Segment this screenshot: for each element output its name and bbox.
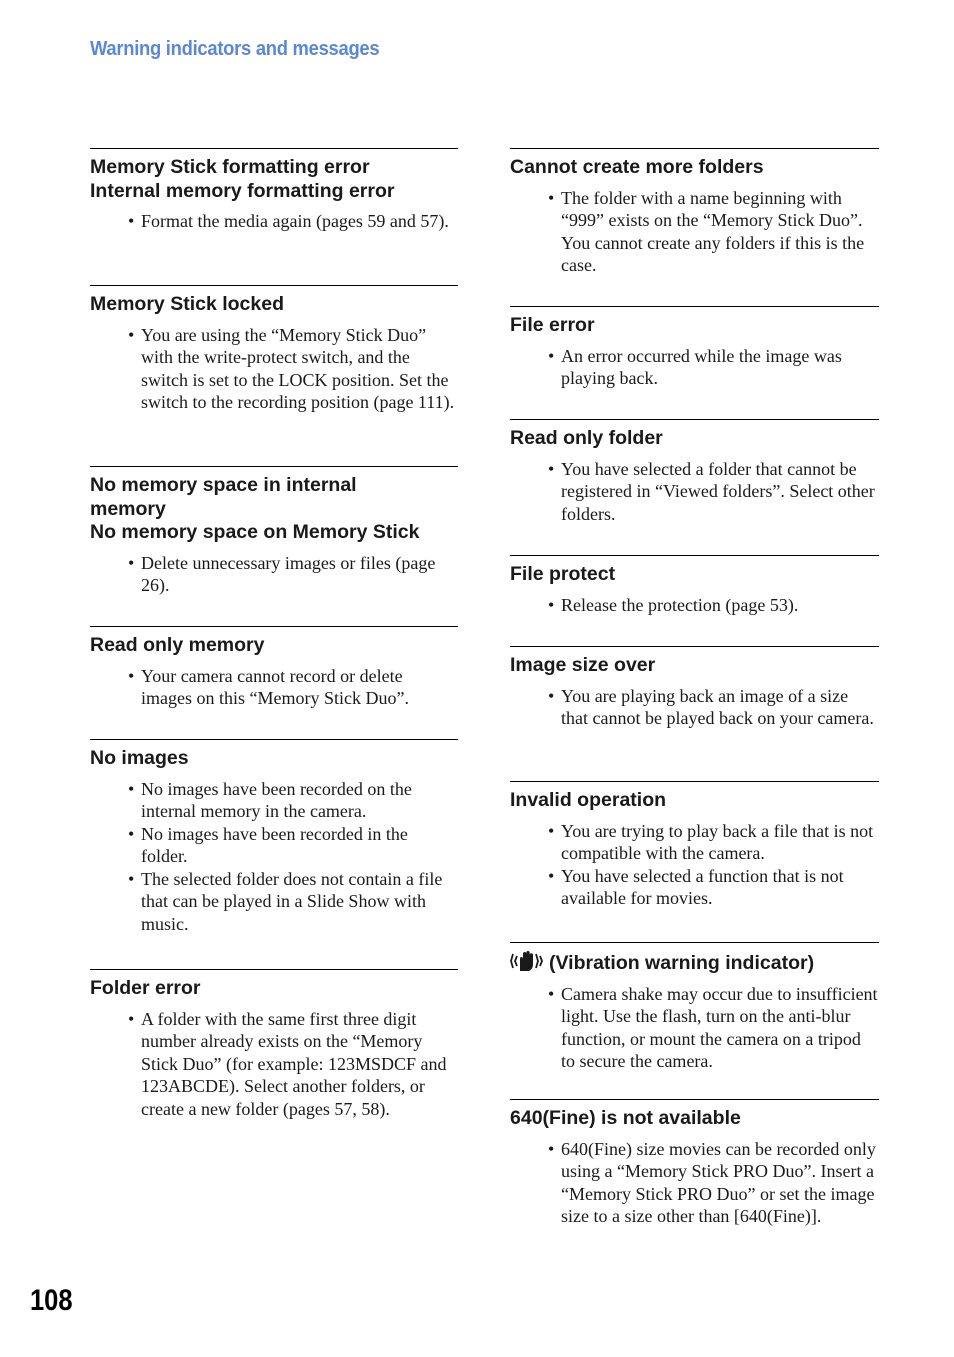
message-entry <box>510 646 879 781</box>
bullet-item: • Camera shake may occur due to insufficient light. Use the flash, turn on the anti-blur function, or mount the camera on a tripod to secure the camera. <box>548 983 879 1073</box>
bullet-list <box>510 1138 879 1228</box>
entry-title <box>510 950 879 976</box>
left-column <box>90 148 458 1120</box>
message-entry <box>510 306 879 419</box>
entry-title <box>90 156 458 203</box>
bullet-item: • Your camera cannot record or delete images on this “Memory Stick Duo”. <box>128 665 458 710</box>
bullet-item: • Delete unnecessary images or files (page 26). <box>128 552 458 597</box>
message-entry <box>90 739 458 969</box>
bullet-item: • An error occurred while the image was playing back. <box>548 345 879 390</box>
entry-title-line: 640(Fine) is not available <box>510 1107 741 1129</box>
entry-title <box>90 977 458 1001</box>
vibration-warning-icon <box>510 950 543 972</box>
entry-title <box>510 1107 879 1131</box>
entry-title <box>510 789 879 813</box>
bullet-list <box>90 665 458 710</box>
entry-title-line: Internal memory formatting error <box>90 179 395 202</box>
entry-title <box>90 521 458 545</box>
entry-title <box>90 634 458 658</box>
bullet-list <box>90 210 458 233</box>
entry-title-line: Invalid operation <box>510 789 667 811</box>
bullet-list <box>510 820 879 910</box>
message-entry <box>510 419 879 555</box>
bullet-list <box>510 983 879 1073</box>
bullet-item: • You are trying to play back a file that is not compatible with the camera. <box>548 820 879 865</box>
entry-title-line: Read only memory <box>90 634 265 656</box>
entry-title-line: Read only folder <box>510 427 663 449</box>
entry-title-line: Memory Stick locked <box>90 293 284 315</box>
entry-title-line: No memory space on Memory Stick <box>90 521 420 543</box>
bullet-item: • The selected folder does not contain a file that can be played in a Slide Show with music. <box>128 868 458 936</box>
message-entry <box>510 1099 879 1228</box>
bullet-list <box>510 458 879 526</box>
entry-title <box>90 747 458 771</box>
message-entry <box>90 626 458 739</box>
message-entry <box>510 942 879 1099</box>
running-header: Warning indicators and messages <box>90 38 380 60</box>
bullet-item: • You have selected a function that is not available for movies. <box>548 865 879 910</box>
bullet-list <box>510 345 879 390</box>
entry-title <box>510 563 879 587</box>
entry-title-line <box>510 950 879 976</box>
message-entry <box>510 781 879 942</box>
bullet-item: • Format the media again (pages 59 and 57). <box>128 210 458 233</box>
bullet-list <box>510 594 879 617</box>
entry-title-text: (Vibration warning indicator) <box>549 952 815 974</box>
entry-title <box>510 314 879 338</box>
message-entry <box>90 148 458 285</box>
bullet-list <box>90 552 458 597</box>
entry-title <box>510 156 879 180</box>
bullet-item: • You have selected a folder that cannot be registered in “Viewed folders”. Select other folders. <box>548 458 879 526</box>
bullet-item: • No images have been recorded on the internal memory in the camera. <box>128 778 458 823</box>
entry-title <box>90 474 390 521</box>
entry-title-line: Memory Stick formatting error <box>90 156 370 178</box>
bullet-item: • You are playing back an image of a size that cannot be played back on your camera. <box>548 685 879 730</box>
message-entry <box>90 466 458 626</box>
page-number: 108 <box>30 1284 73 1317</box>
entry-title <box>510 654 879 678</box>
bullet-list <box>510 187 879 277</box>
entry-title-line: File protect <box>510 563 616 585</box>
entry-title-line: No images <box>90 747 189 769</box>
bullet-item: • Release the protection (page 53). <box>548 594 879 617</box>
entry-title-line: Folder error <box>90 977 201 999</box>
entry-title-line: File error <box>510 314 595 336</box>
entry-title-line: No memory space in internal memory <box>90 474 357 520</box>
entry-title <box>90 293 458 317</box>
bullet-item: • A folder with the same first three digit number already exists on the “Memory Stick Duo” (for example: 123MSDCF and 123ABCDE). Select another folders, or create a new folder (pages 57, 58). <box>128 1008 458 1121</box>
bullet-list <box>90 1008 458 1121</box>
entry-title <box>510 427 879 451</box>
bullet-list <box>510 685 879 730</box>
bullet-list <box>90 324 458 414</box>
entry-title-line: Cannot create more folders <box>510 156 764 178</box>
entry-title-line: Image size over <box>510 654 656 676</box>
bullet-item: • 640(Fine) size movies can be recorded only using a “Memory Stick PRO Duo”. Insert a “Memory Stick PRO Duo” or set the image size to a size other than [640(Fine)]. <box>548 1138 879 1228</box>
message-entry <box>90 969 458 1120</box>
bullet-item: • The folder with a name beginning with “999” exists on the “Memory Stick Duo”. You cannot create any folders if this is the case. <box>548 187 879 277</box>
bullet-item: • You are using the “Memory Stick Duo” with the write-protect switch, and the switch is set to the LOCK position. Set the switch to the recording position (page 111). <box>128 324 458 414</box>
bullet-list <box>90 778 458 936</box>
message-entry <box>510 148 879 306</box>
right-column <box>510 148 879 1228</box>
message-entry <box>90 285 458 466</box>
message-entry <box>510 555 879 646</box>
bullet-item: • No images have been recorded in the folder. <box>128 823 458 868</box>
